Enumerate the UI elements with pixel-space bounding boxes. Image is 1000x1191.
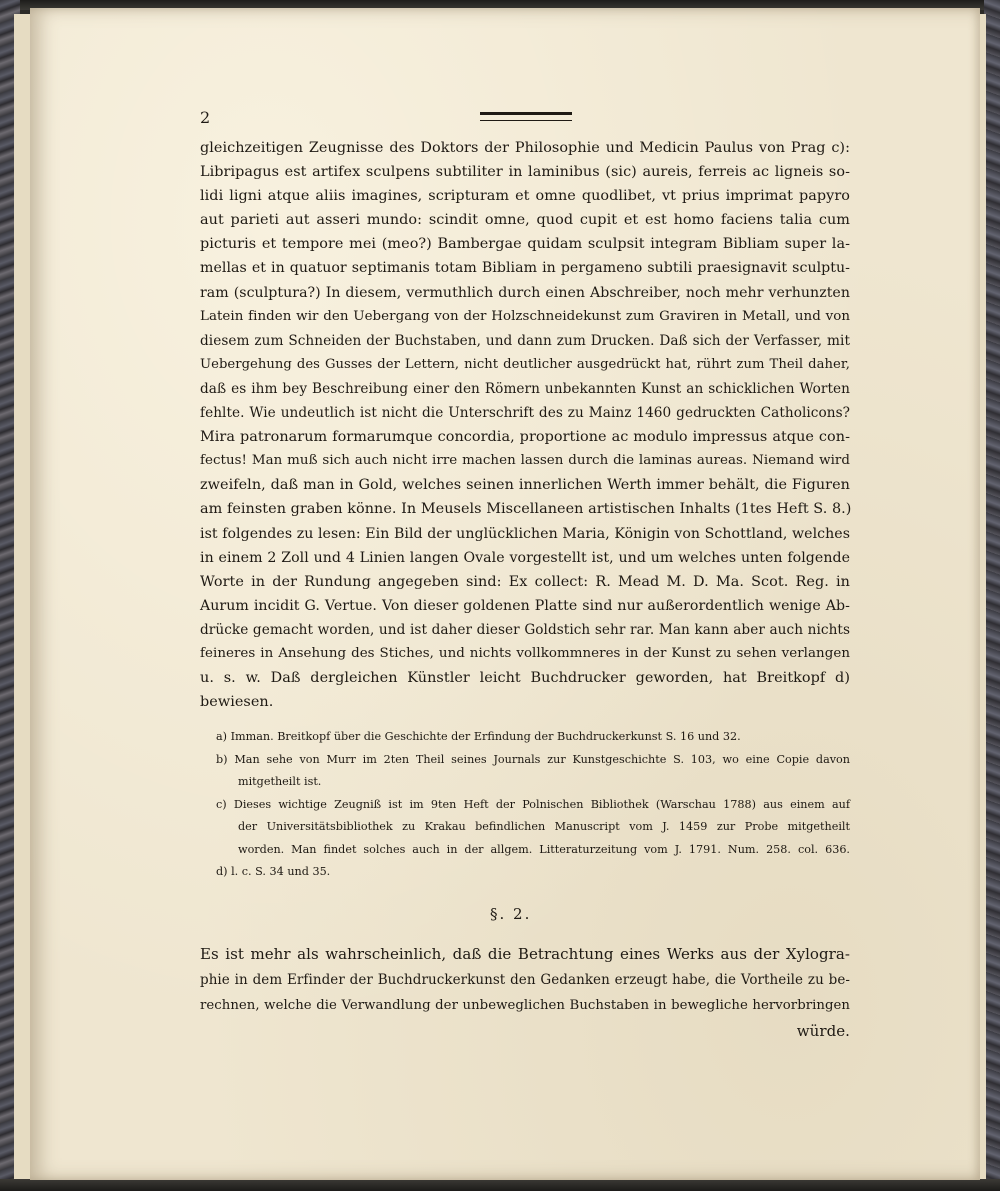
text-line: aut parieti aut asseri mundo: scindit omne, quod cupit et est homo faciens talia cum <box>200 212 850 229</box>
footnote-b: b) Man sehe von Murr im 2ten Theil seines Journals zur Kunstgeschichte S. 103, wo eine Copie davon <box>216 752 850 766</box>
text-line: diesem zum Schneiden der Buchstaben, und dann zum Drucken. Daß sich der Verfasser, mit <box>200 332 850 349</box>
text-line: daß es ihm bey Beschreibung einer den Römern unbekannten Kunst an schicklichen Worten <box>200 380 850 397</box>
text-line: lidi ligni atque aliis imagines, scripturam et omne quodlibet, vt prius imprimat papyro <box>200 188 850 205</box>
text-line: am feinsten graben könne. In Meusels Miscellaneen artistischen Inhalts (1tes Heft S. 8.) <box>200 501 852 518</box>
text-line: fehlte. Wie undeutlich ist nicht die Unterschrift des zu Mainz 1460 gedruckten Catholicons? <box>200 405 850 422</box>
text-line: phie in dem Erfinder der Buchdruckerkunst den Gedanken erzeugt habe, die Vortheile zu be- <box>200 971 850 988</box>
binding-bottom-edge <box>0 1179 1000 1191</box>
header-rule <box>480 112 572 121</box>
text-line: Aurum incidit G. Vertue. Von dieser goldenen Platte sind nur außerordentlich wenige Ab- <box>200 597 850 614</box>
main-text <box>200 136 850 714</box>
text-line: Worte in der Rundung angegeben sind: Ex collect: R. Mead M. D. Ma. Scot. Reg. in <box>200 573 850 590</box>
footnote-a: a) Imman. Breitkopf über die Geschichte der Erfindung der Buchdruckerkunst S. 16 und 32. <box>216 730 741 743</box>
text-line: in einem 2 Zoll und 4 Linien langen Ovale vorgestellt ist, und um welches unten folgende <box>200 549 850 566</box>
footnote-b-continued: mitgetheilt ist. <box>238 775 322 788</box>
marbled-binding-right <box>984 0 1000 1191</box>
text-line: würde. <box>796 1021 850 1040</box>
text-line: zweifeln, daß man in Gold, welches seinen innerlichen Werth immer behält, die Figuren <box>200 477 850 494</box>
text-line: fectus! Man muß sich auch nicht irre machen lassen durch die laminas aureas. Niemand wird <box>200 453 850 469</box>
text-line: Es ist mehr als wahrscheinlich, daß die Betrachtung eines Werks aus der Xylogra- <box>200 945 850 963</box>
text-line: Uebergehung des Gusses der Lettern, nicht deutlicher ausgedrückt hat, rührt zum Theil daher, <box>200 356 850 372</box>
text-line: drücke gemacht worden, und ist daher dieser Goldstich sehr rar. Man kann aber auch nichts <box>200 621 850 638</box>
text-line: feineres in Ansehung des Stiches, und nichts vollkommneres in der Kunst zu sehen verlangen <box>200 645 850 661</box>
text-line: gleichzeitigen Zeugnisse des Doktors der Philosophie und Medicin Paulus von Prag c): <box>200 140 850 156</box>
text-line: u. s. w. Daß dergleichen Künstler leicht Buchdrucker geworden, hat Breitkopf d) <box>200 670 850 687</box>
footnote-c-continued: der Universitätsbibliothek zu Krakau befindlichen Manuscript vom J. 1459 zur Probe mitgetheilt <box>238 820 850 833</box>
text-line: Latein finden wir den Uebergang von der Holzschneidekunst zum Graviren in Metall, und von <box>200 308 850 324</box>
text-line: picturis et tempore mei (meo?) Bambergae quidam sculpsit integram Bibliam super la- <box>200 236 850 253</box>
text-line: Mira patronarum formarumque concordia, proportione ac modulo impressus atque con- <box>200 429 850 446</box>
footnote-c: c) Dieses wichtige Zeugniß ist im 9ten Heft der Polnischen Bibliothek (Warschau 1788) aus einem auf <box>216 797 850 811</box>
text-line: rechnen, welche die Verwandlung der unbeweglichen Buchstaben in bewegliche hervorbringen <box>200 998 850 1013</box>
section-heading: §. 2. <box>490 905 532 923</box>
text-line: ist folgendes zu lesen: Ein Bild der unglücklichen Maria, Königin von Schottland, welches <box>200 525 850 542</box>
text-line: mellas et in quatuor septimanis totam Bibliam in pergameno subtili praesignavit sculptu- <box>200 260 850 277</box>
section-text <box>200 942 850 1044</box>
text-line: bewiesen. <box>200 694 274 711</box>
footnotes <box>216 726 850 884</box>
footnote-c-continued: worden. Man findet solches auch in der allgem. Litteraturzeitung vom J. 1791. Num. 258. col. 636. <box>238 842 850 856</box>
text-line: Libripagus est artifex sculpens subtiliter in laminibus (sic) aureis, ferreis ac ligneis so- <box>200 164 850 181</box>
text-line: ram (sculptura?) In diesem, vermuthlich durch einen Abschreiber, noch mehr verhunzten <box>200 284 850 301</box>
page-number: 2 <box>200 108 211 127</box>
footnote-d: d) l. c. S. 34 und 35. <box>216 865 331 878</box>
